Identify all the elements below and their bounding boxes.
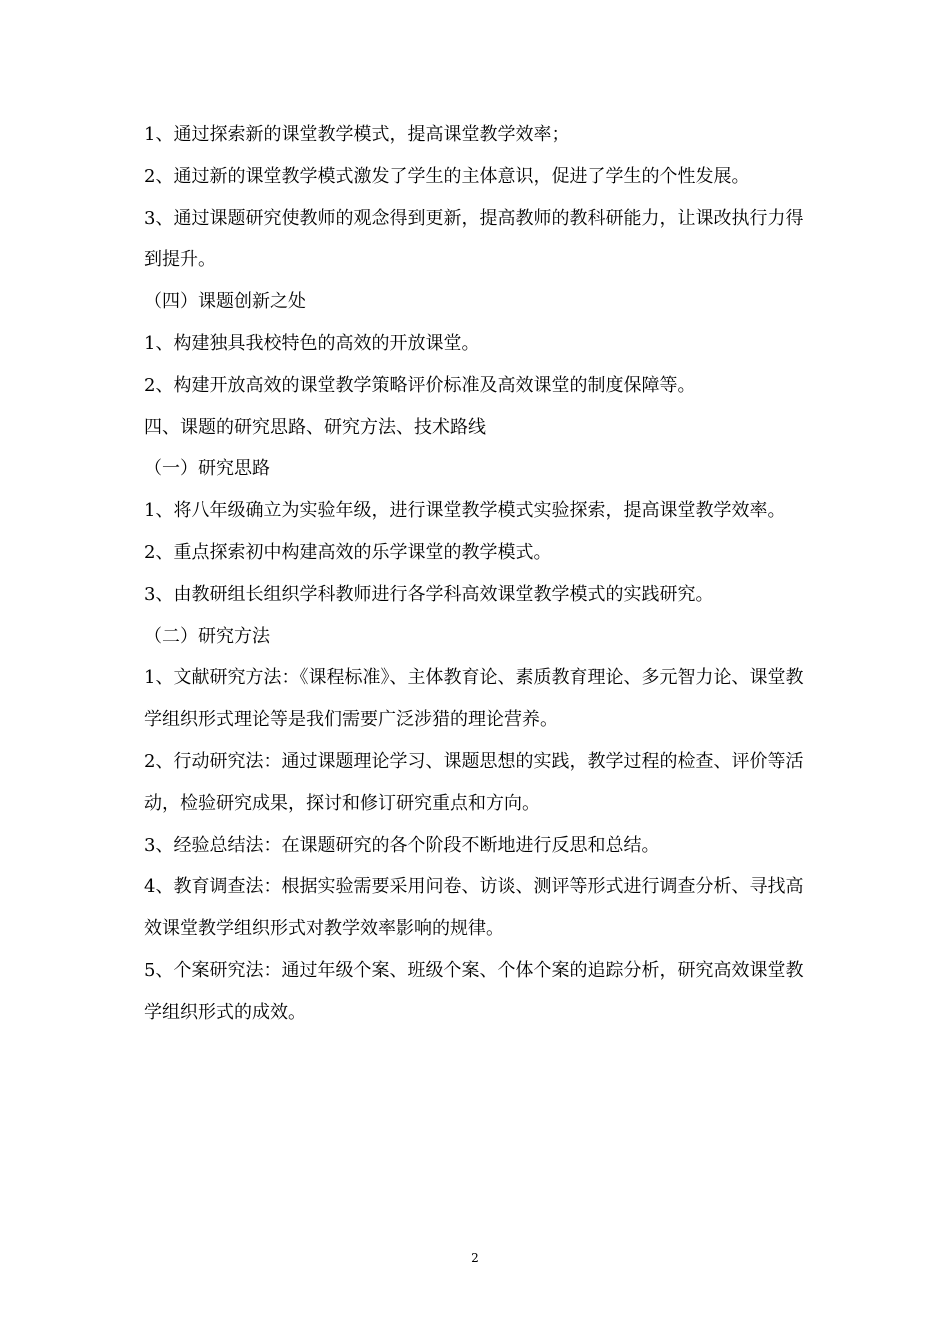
paragraph-goal-1: 1、通过探索新的课堂教学模式，提高课堂教学效率；: [144, 124, 570, 145]
paragraph-method-1: 1、文献研究方法：《课程标准》、主体教育论、素质教育理论、多元智力论、课堂教学组织形式理论等是我们需要广泛涉猎的理论营养。: [144, 667, 804, 731]
paragraph-approach-1: 1、将八年级确立为实验年级，进行课堂教学模式实验探索，提高课堂教学效率。: [144, 500, 786, 522]
paragraph-innovation-2: 2、构建开放高效的课堂教学策略评价标准及高效课堂的制度保障等。: [144, 374, 696, 396]
paragraph-goal-3: 3、通过课题研究使教师的观念得到更新，提高教师的教科研能力，让课改执行力得到提升。: [144, 207, 804, 271]
paragraph-goal-2: 2、通过新的课堂教学模式激发了学生的主体意识，促进了学生的个性发展。: [144, 165, 750, 187]
heading-section-4: 四、课题的研究思路、研究方法、技术路线: [144, 416, 486, 438]
heading-research-methods: （二）研究方法: [144, 625, 270, 647]
paragraph-approach-2: 2、重点探索初中构建高效的乐学课堂的教学模式。: [144, 541, 552, 563]
page-number: 2: [471, 1251, 479, 1265]
paragraph-innovation-1: 1、构建独具我校特色的高效的开放课堂。: [144, 332, 480, 354]
paragraph-method-2: 2、行动研究法：通过课题理论学习、课题思想的实践，教学过程的检查、评价等活动，检验研究成果，探讨和修订研究重点和方向。: [144, 750, 804, 814]
document-body: [144, 114, 810, 1034]
heading-innovation: （四）课题创新之处: [144, 291, 306, 313]
heading-research-approach: （一）研究思路: [144, 458, 270, 480]
paragraph-method-3: 3、经验总结法：在课题研究的各个阶段不断地进行反思和总结。: [144, 834, 660, 856]
paragraph-method-4: 4、教育调查法：根据实验需要采用问卷、访谈、测评等形式进行调查分析、寻找高效课堂教学组织形式对教学效率影响的规律。: [144, 876, 804, 940]
paragraph-method-5: 5、个案研究法：通过年级个案、班级个案、个体个案的追踪分析，研究高效课堂教学组织形式的成效。: [144, 959, 804, 1023]
paragraph-approach-3: 3、由教研组长组织学科教师进行各学科高效课堂教学模式的实践研究。: [144, 583, 714, 605]
